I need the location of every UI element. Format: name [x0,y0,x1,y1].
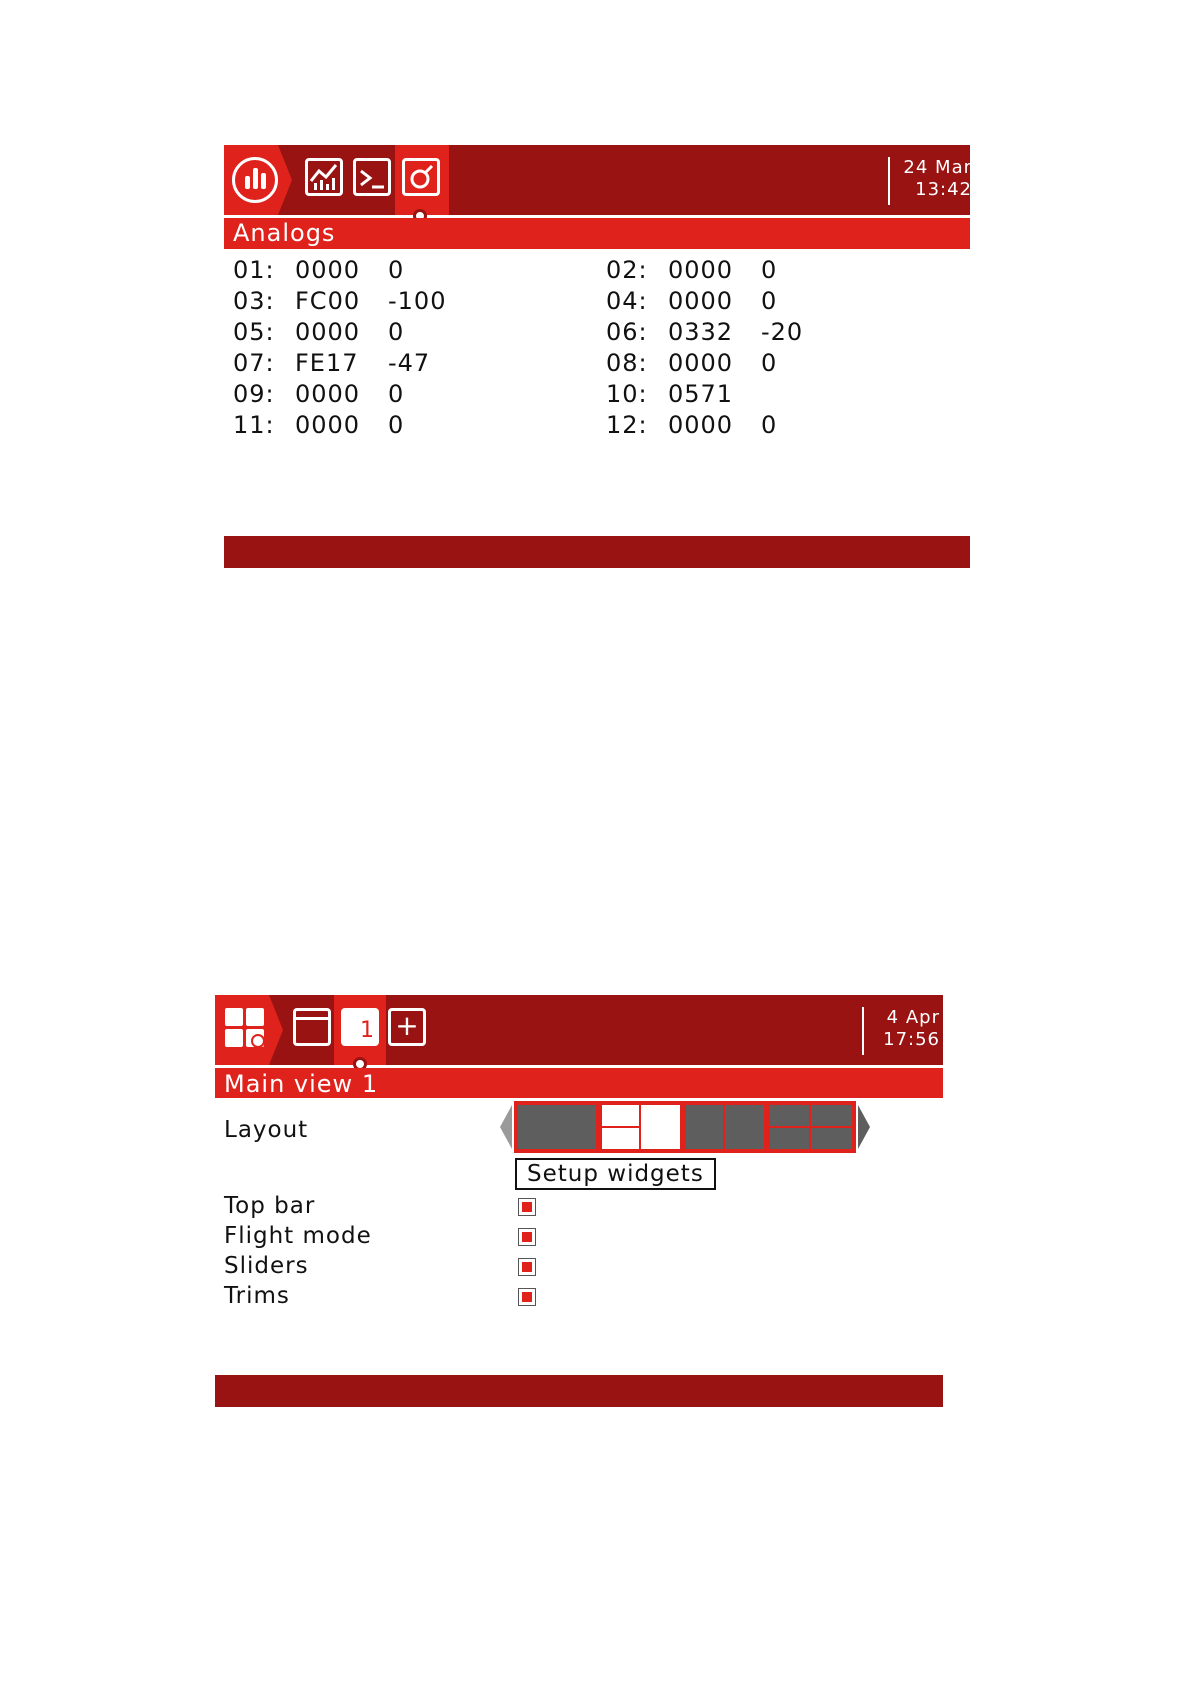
view-icon[interactable] [293,1008,331,1046]
option-label: Flight mode [224,1223,372,1249]
bottom-bar [215,1375,943,1407]
channel-value: 0 [388,318,405,346]
channel-hex: 0000 [668,256,734,284]
layout-option-split-left[interactable] [602,1105,680,1149]
channel-value: -100 [388,287,447,315]
channel-hex: 0000 [668,287,734,315]
main-view-screen [215,995,943,1409]
analog-row [606,255,926,285]
top-bar [215,995,943,1065]
channel-hex: 0332 [668,318,734,346]
channel-label: 09: [233,380,275,408]
channel-label: 10: [606,380,648,408]
channel-hex: 0000 [295,318,361,346]
channel-label: 07: [233,349,275,377]
channel-label: 02: [606,256,648,284]
layout-option-full[interactable] [518,1105,596,1149]
analog-row [233,348,553,378]
page-title: Analogs [224,218,970,249]
option-checkbox[interactable] [518,1228,536,1246]
screen-setup-icon[interactable] [225,1008,265,1048]
layout-selector[interactable] [514,1101,856,1153]
option-checkbox[interactable] [518,1288,536,1306]
channel-value: 0 [388,256,405,284]
analog-row [233,379,553,409]
channel-label: 01: [233,256,275,284]
time: 13:42 [915,179,972,200]
channel-value: -47 [388,349,431,377]
channel-label: 12: [606,411,648,439]
terminal-icon[interactable] [353,158,391,196]
analog-row [233,317,553,347]
analog-row [606,286,926,316]
channel-hex: FC00 [295,287,361,315]
option-checkbox[interactable] [518,1198,536,1216]
date: 24 Mar [903,157,972,178]
channel-value: -20 [761,318,804,346]
bottom-bar [224,536,970,568]
channel-label: 08: [606,349,648,377]
date-time [888,157,972,205]
layout-prev-arrow[interactable] [500,1105,512,1149]
analog-row [233,255,553,285]
channel-value: 0 [761,256,778,284]
layout-option-quad[interactable] [770,1105,852,1149]
channel-label: 04: [606,287,648,315]
analog-row [606,379,926,409]
setup-widgets-button[interactable]: Setup widgets [515,1158,716,1190]
time: 17:56 [883,1029,940,1050]
analog-row [606,410,926,440]
debug-icon[interactable] [402,158,440,196]
channel-hex: 0000 [668,411,734,439]
channel-label: 03: [233,287,275,315]
channel-label: 05: [233,318,275,346]
channel-hex: 0000 [295,380,361,408]
channel-hex: 0571 [668,380,734,408]
chart-icon[interactable] [305,158,343,196]
option-label: Trims [224,1283,290,1309]
channel-hex: FE17 [295,349,359,377]
date: 4 Apr [886,1007,940,1028]
analog-row [606,317,926,347]
channel-hex: 0000 [295,411,361,439]
layout-option-two-columns[interactable] [686,1105,764,1149]
channel-value: 0 [761,349,778,377]
radio-stats-icon[interactable] [232,157,278,203]
channel-value: 0 [388,411,405,439]
analogs-screen [224,145,970,569]
add-view-icon[interactable]: + [388,1008,426,1046]
date-time [862,1007,940,1055]
layout-next-arrow[interactable] [858,1105,870,1149]
channel-hex: 0000 [668,349,734,377]
analog-row [606,348,926,378]
analog-row [233,286,553,316]
view-1-tab-label[interactable]: 1 [341,1008,379,1046]
channel-label: 06: [606,318,648,346]
channel-hex: 0000 [295,256,361,284]
channel-label: 11: [233,411,275,439]
option-label: Top bar [224,1193,316,1219]
channel-value: 0 [761,287,778,315]
option-checkbox[interactable] [518,1258,536,1276]
channel-value: 0 [761,411,778,439]
option-label: Sliders [224,1253,309,1279]
analog-row [233,410,553,440]
layout-label: Layout [224,1117,309,1143]
top-bar [224,145,970,215]
page-title: Main view 1 [215,1068,943,1098]
channel-value: 0 [388,380,405,408]
